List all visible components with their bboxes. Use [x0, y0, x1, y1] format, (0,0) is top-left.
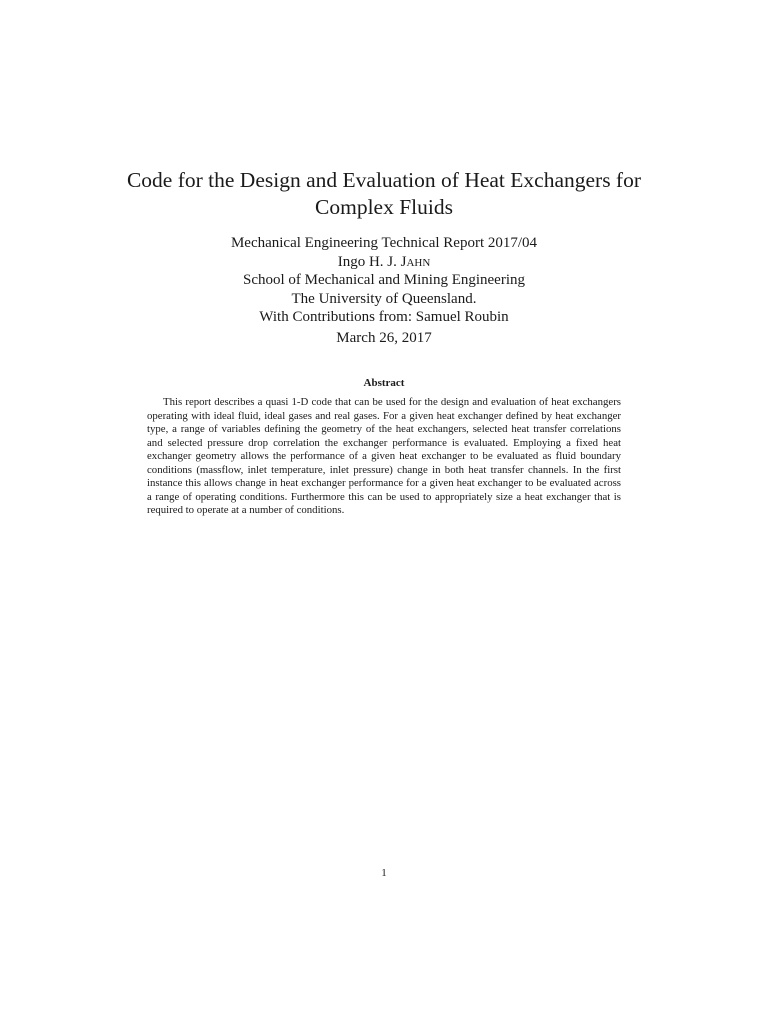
university-affiliation: The University of Queensland. — [291, 290, 477, 307]
author-surname: Jahn — [400, 253, 431, 270]
paper-title: Code for the Design and Evaluation of Heat Exchangers for Complex Fluids — [126, 168, 642, 219]
page-number: 1 — [381, 867, 387, 879]
report-number: Mechanical Engineering Technical Report 2017/04 — [230, 235, 538, 251]
author — [100, 253, 668, 272]
title-block — [100, 234, 668, 327]
publication-date: March 26, 2017 — [336, 330, 432, 346]
school-affiliation: School of Mechanical and Mining Engineering — [242, 272, 525, 288]
abstract-heading: Abstract — [363, 377, 405, 389]
abstract-body: This report describes a quasi 1-D code that can be used for the design and evaluation of heat exchangers operating with ideal fluid, ideal gases and real gases. For a given heat exchanger defined by heat exchanger type, a range of variables defining the geometry of the heat exchangers, selected heat transfer correlations and selected pressure drop correlation the exchanger performance is evaluated. Employing a fixed heat exchanger geometry allows the performance of a given heat exchanger to be evaluated as fluid boundary conditions (massflow, inlet temperature, inlet pressure) change in both heat transfer channels. In the first instance this allows change in heat exchanger performance for a given heat exchanger to be evaluated across a range of operating conditions. Furthermore this can be used to appropriately size a heat exchanger that is required to operate at a number of conditions. — [147, 396, 621, 516]
contributors: With Contributions from: Samuel Roubin — [259, 309, 509, 325]
author-first-names: Ingo H. J. — [337, 253, 397, 270]
